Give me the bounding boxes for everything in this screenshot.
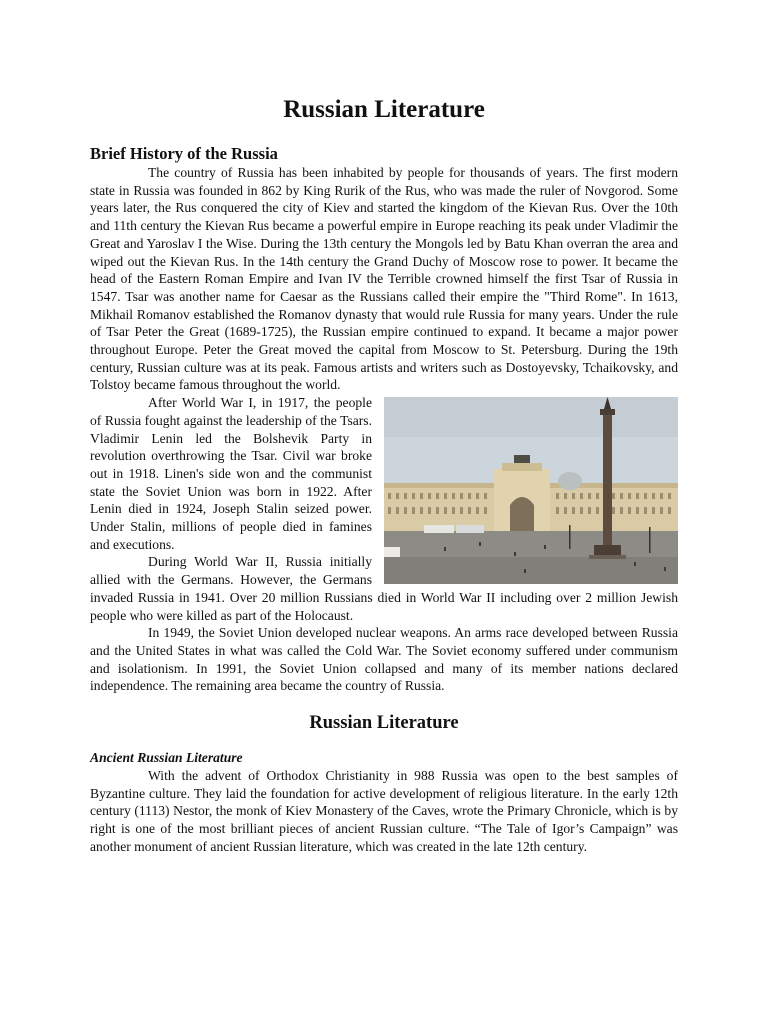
history-heading: Brief History of the Russia bbox=[90, 144, 278, 163]
history-paragraph-1: The country of Russia has been inhabited by people for thousands of years. The first modern state in Russia was founded in 862 by King Rurik of the Rus, who was made the ruler of Novgorod. Some years later, the Rus conquered the city of Kiev and started the kingdom of the Kievan Rus. Over the 10th and 11th century the Kievan Rus became a powerful empire in Europe reaching its peak under Vladimir the Great and Yaroslav I the Wise. During the 13th century the Mongols led by Batu Khan overran the area and wiped out the Kievan Rus. In the 14th century the Grand Duchy of Moscow rose to power. It became the head of the Eastern Roman Empire and Ivan IV the Terrible crowned himself the first Tsar of Russia in 1547. Tsar was another name for Caesar as the Russians called their empire the "Third Rome". In 1613, Mikhail Romanov established the Romanov dynasty that would rule Russia for many years. Under the rule of Tsar Peter the Great (1689-1725), the Russian empire continued to expand. It became a major power throughout Europe. Peter the Great moved the capital from Moscow to St. Petersburg. During the 19th century, Russian culture was at its peak. Famous artists and writers such as Dostoyevsky, Tchaikovsky, and Tolstoy became famous throughout the world. bbox=[90, 165, 678, 393]
ancient-literature-paragraph: With the advent of Orthodox Christianity in 988 Russia was open to the best samples of Byzantine culture. They laid the foundation for active development of religious literature. In the early 12th century (1113) Nestor, the monk of Kiev Monastery of the Caves, wrote the Primary Chronicle, which is by right is one of the most brilliant pieces of ancient Russian culture. “The Tale of Igor’s Campaign” was another monument of ancient Russian literature, which was created in the late 12th century. bbox=[90, 767, 678, 854]
palace-square-photo bbox=[384, 397, 678, 584]
history-paragraph-2: After World War I, in 1917, the people of Russia fought against the leadership of the Tsars. Vladimir Lenin led the Bolshevik Party in revolution overthrowing the Tsar. Civil war broke out in 1918. Linen's side won and the communist state the Soviet Union was born in 1922. After Lenin died in 1924, Joseph Stalin seized power. Under Stalin, millions of people died in famines and executions. bbox=[90, 395, 372, 552]
ancient-literature-subheading: Ancient Russian Literature bbox=[90, 750, 243, 766]
palace-square-illustration bbox=[384, 397, 678, 584]
alexander-column bbox=[603, 413, 612, 547]
dome bbox=[558, 472, 582, 490]
page-title: Russian Literature bbox=[283, 96, 485, 123]
history-paragraph-4: In 1949, the Soviet Union developed nuclear weapons. An arms race developed between Russia and the United States in what was called the Cold War. The Soviet economy suffered under communism and isolationism. In 1991, the Soviet Union collapsed and many of its member nations declared independence. The remaining area became the country of Russia. bbox=[90, 625, 678, 694]
history-paragraph-3: During World War II, Russia initially allied with the Germans. However, the Germans invaded Russia in 1941. Over 20 million Russians died in World War II including over 2 million Jewish people who were killed as part of the Holocaust. bbox=[90, 554, 678, 623]
arch bbox=[510, 497, 534, 535]
bus bbox=[424, 525, 454, 533]
literature-heading: Russian Literature bbox=[309, 713, 459, 734]
document-page bbox=[90, 94, 678, 855]
